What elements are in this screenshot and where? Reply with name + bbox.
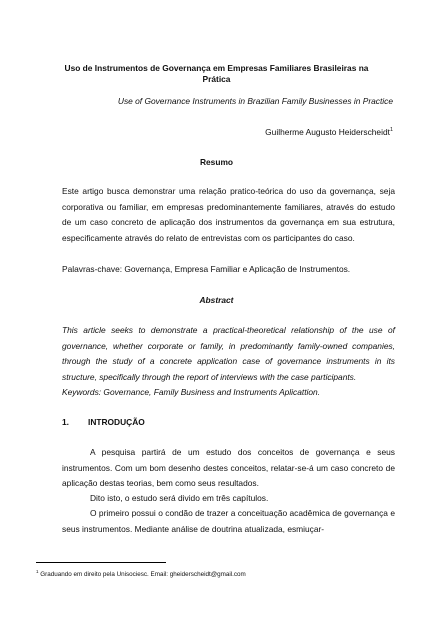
footnote-text: Graduando em direito pela Unisociesc. Email: gheiderscheidt@gmail.com bbox=[40, 571, 246, 579]
intro-paragraph: O primeiro possui o condão de trazer a conceituação acadêmica de governança e seus instrumentos. Mediante análise de doutrina atualizada, esmiuçar- bbox=[62, 508, 395, 534]
author-name: Guilherme Augusto Heiderscheidt bbox=[265, 126, 390, 137]
resumo-keywords: Palavras-chave: Governança, Empresa Familiar e Aplicação de Instrumentos. bbox=[62, 264, 351, 274]
author-footnote-marker: 1 bbox=[389, 127, 393, 133]
abstract-heading: Abstract bbox=[199, 295, 234, 305]
author-line bbox=[40, 125, 393, 138]
abstract-keywords: Keywords: Governance, Family Business and Instruments Aplicattion. bbox=[62, 387, 321, 397]
paper-subtitle-english: Use of Governance Instruments in Brazilian Family Businesses in Practice bbox=[117, 96, 393, 106]
resumo-heading: Resumo bbox=[199, 157, 234, 167]
section-heading-introducao bbox=[62, 417, 145, 428]
paper-title: Uso de Instrumentos de Governança em Empresas Familiares Brasileiras na Prática bbox=[64, 63, 369, 84]
footnote bbox=[36, 567, 396, 579]
intro-paragraph: Dito isto, o estudo será divido em três capítulos. bbox=[90, 493, 269, 503]
section-title: INTRODUÇÃO bbox=[88, 417, 145, 427]
section-number: 1. bbox=[62, 417, 69, 427]
footnote-divider bbox=[36, 562, 166, 563]
intro-paragraph: A pesquisa partirá de um estudo dos conceitos de governança e seus instrumentos. Com um bom desenho destes conceitos, relatar-se-á um caso concreto de aplicação destas teorias, bem como seus resultados. bbox=[62, 447, 395, 488]
resumo-body: Este artigo busca demonstrar uma relação pratico-teórica do uso da governança, seja corporativa ou familiar, em empresas predominantemente familiares, através do estudo de um caso concreto de aplicação dos instrumentos da governança em sua estrutura, especificamente através do relato de entrevistas com os participantes do caso. bbox=[62, 186, 395, 243]
abstract-body: This article seeks to demonstrate a practical-theoretical relationship of the use of governance, whether corporate or family, in predominantly family-owned companies, through the study of a concrete application case of governance instruments in its structure, specifically through the report of interviews with the case participants. bbox=[62, 325, 395, 382]
footnote-marker: 1 bbox=[36, 569, 39, 574]
